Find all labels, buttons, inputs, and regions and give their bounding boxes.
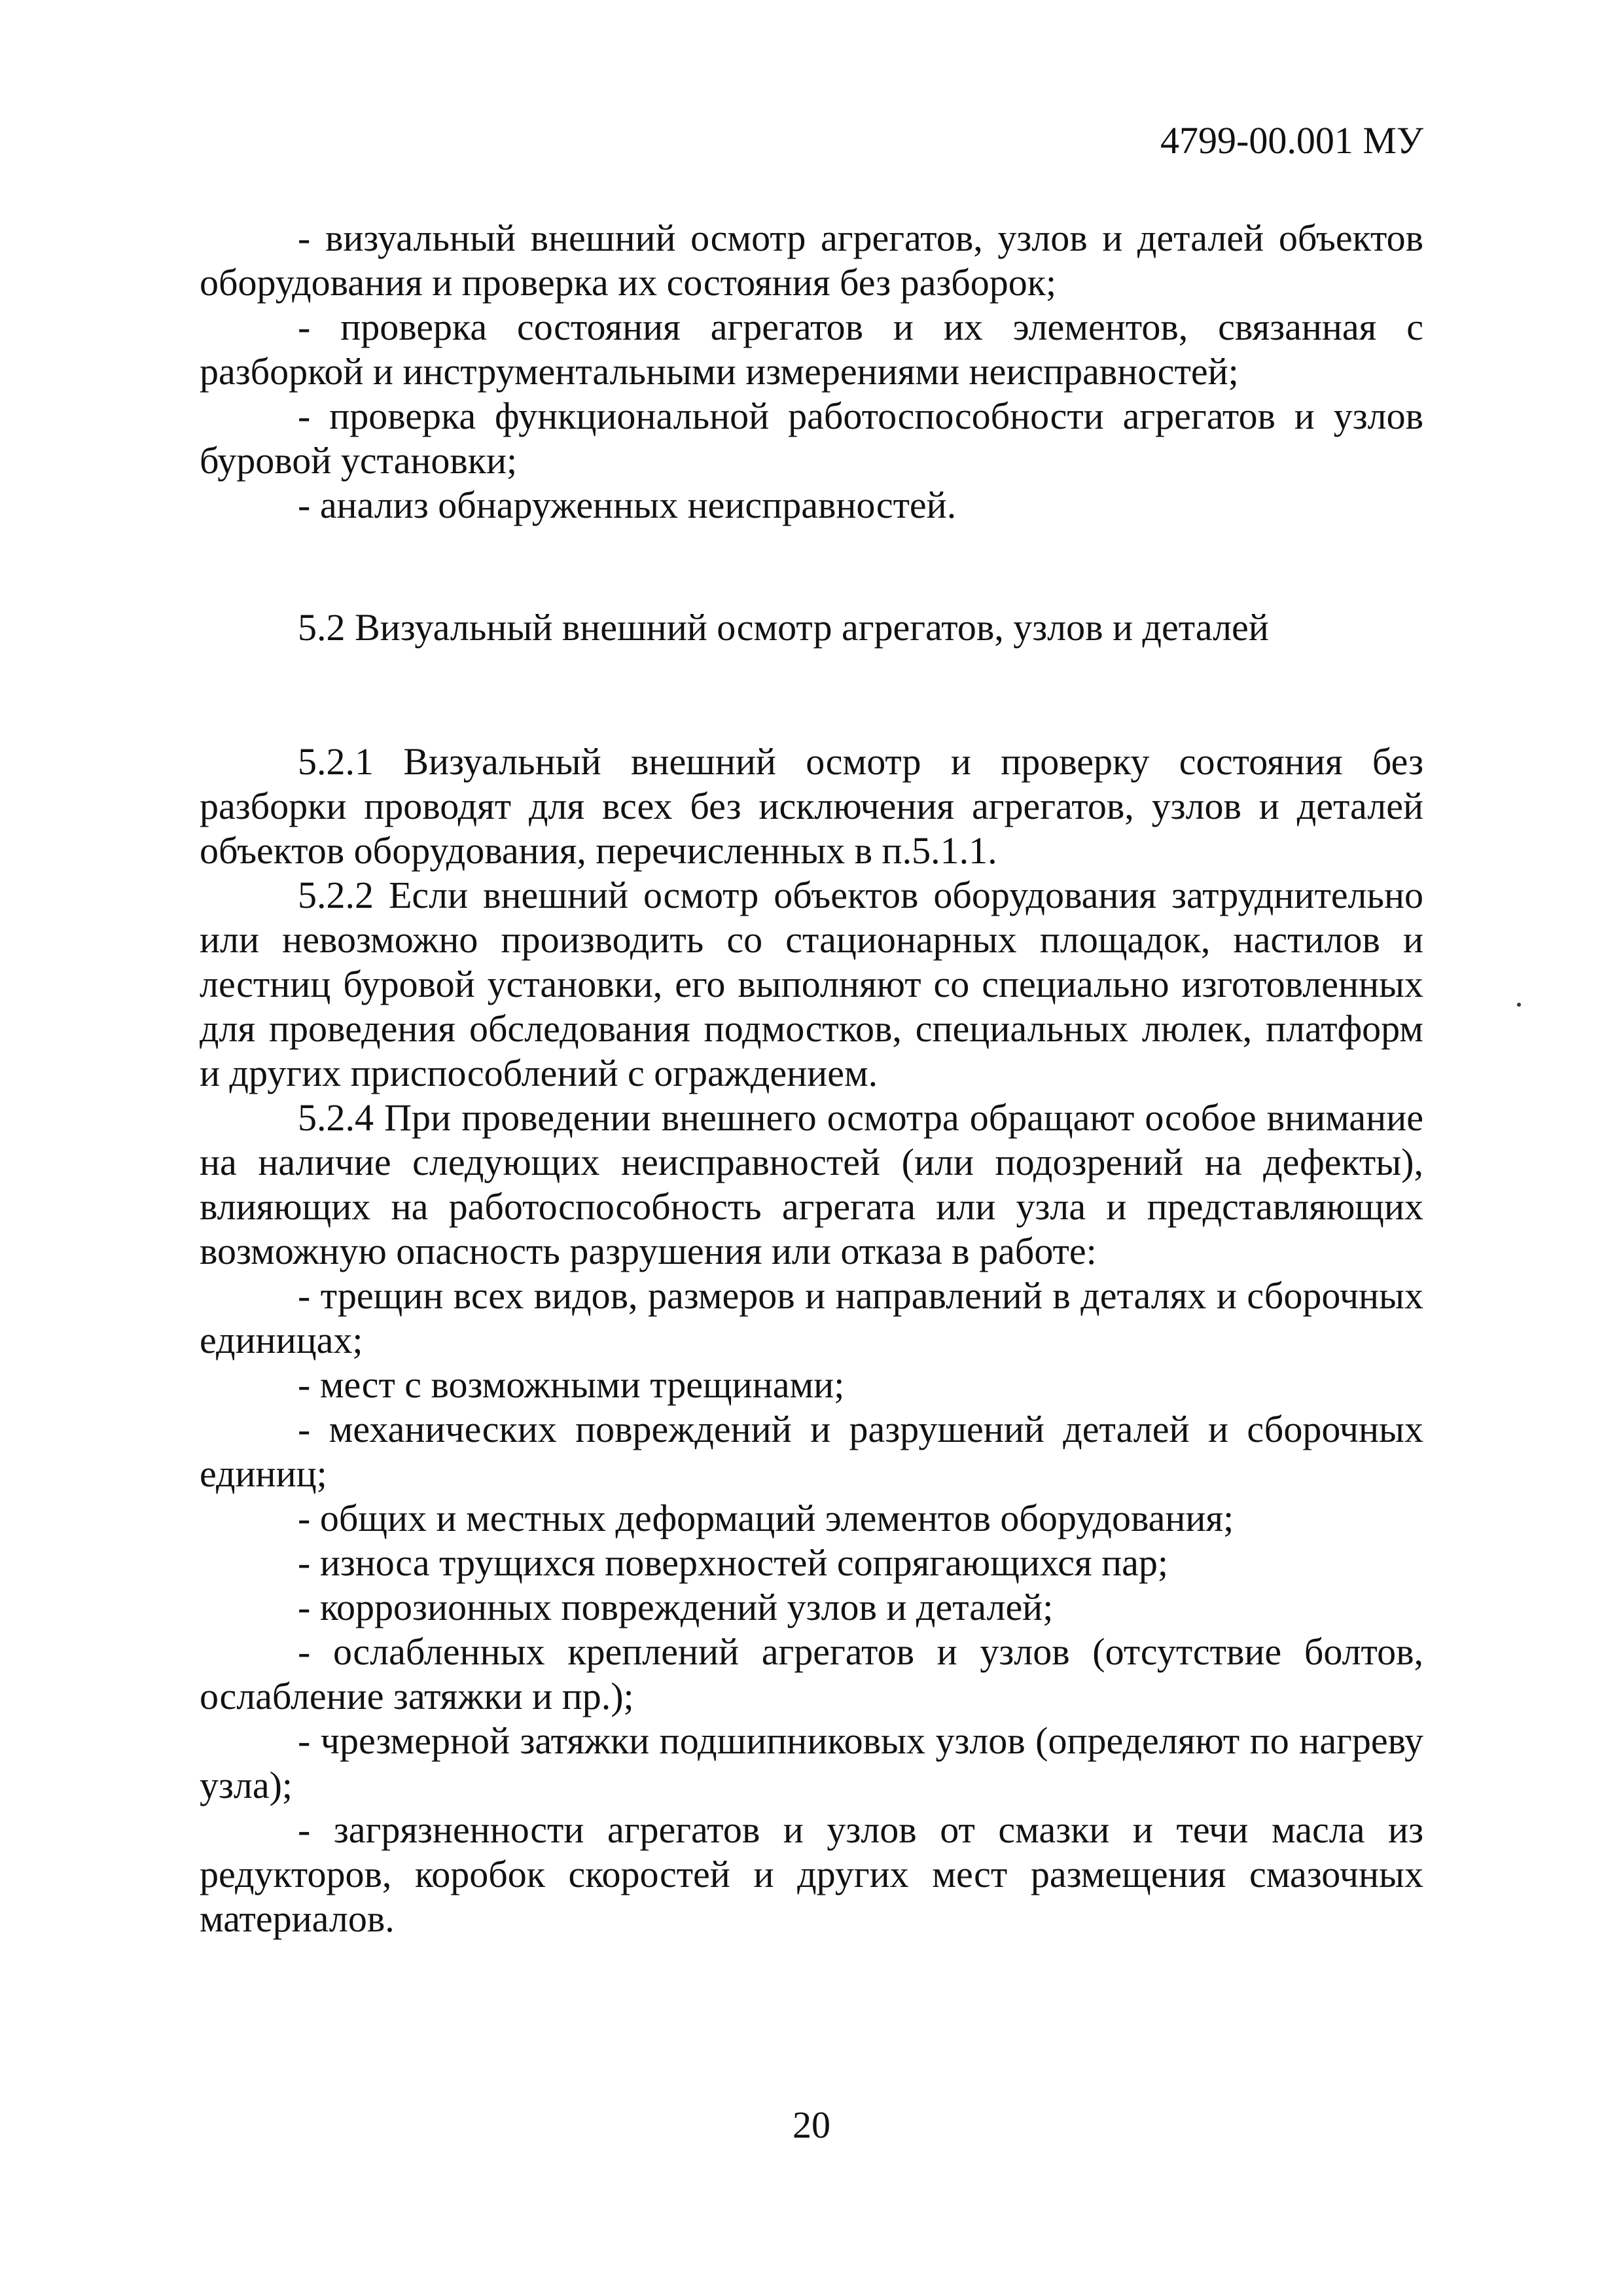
list-item: - проверка состояния агрегатов и их элементов, связанная с разборкой и инструментальными измерениями неисправностей; [200,306,1423,393]
list-item: - мест с возможными трещинами; [298,1363,845,1406]
paragraph-5-2-4: 5.2.4 При проведении внешнего осмотра обращают особое внимание на наличие следующих неисправностей (или подозрений на дефекты), влияющих на работоспособность агрегата или узла и представляющих возможную опасность разрушения или отказа в работе: [200,1096,1423,1272]
section-heading: 5.2 Визуальный внешний осмотр агрегатов, узлов и деталей [298,606,1269,649]
list-item: - анализ обнаруженных неисправностей. [298,484,957,526]
document-code: 4799-00.001 МУ [1160,119,1423,162]
list-item: - механических повреждений и разрушений деталей и сборочных единиц; [200,1408,1423,1495]
list-item: - общих и местных деформаций элементов оборудования; [298,1497,1234,1539]
paragraph-5-2-1: 5.2.1 Визуальный внешний осмотр и проверку состояния без разборки проводят для всех без исключения агрегатов, узлов и деталей объектов оборудования, перечисленных в п.5.1.1. [200,740,1423,872]
intro-list [200,216,1423,528]
list-item: - загрязненности агрегатов и узлов от смазки и течи масла из редукторов, коробок скоростей и других мест размещения смазочных материалов. [200,1808,1423,1940]
list-item: - проверка функциональной работоспособности агрегатов и узлов буровой установки; [200,395,1423,482]
scan-speck [1517,1003,1521,1007]
list-item: - ослабленных креплений агрегатов и узлов (отсутствие болтов, ослабление затяжки и пр.); [200,1630,1423,1717]
list-item: - трещин всех видов, размеров и направлений в деталях и сборочных единицах; [200,1274,1423,1361]
paragraph-5-2-2: 5.2.2 Если внешний осмотр объектов оборудования затруднительно или невозможно производить со стационарных площадок, настилов и лестниц буровой установки, его выполняют со специально изготовленных для проведения обследования подмостков, специальных люлек, платформ и других приспособлений с ограждением. [200,874,1423,1094]
list-item: - визуальный внешний осмотр агрегатов, узлов и деталей объектов оборудования и проверка их состояния без разборок; [200,217,1423,304]
section-body [200,740,1423,1941]
list-item: - чрезмерной затяжки подшипниковых узлов (определяют по нагреву узла); [200,1719,1423,1806]
page-number: 20 [793,2104,830,2146]
list-item: - коррозионных повреждений узлов и деталей; [298,1586,1054,1628]
list-item: - износа трущихся поверхностей сопрягающихся пар; [298,1541,1169,1584]
